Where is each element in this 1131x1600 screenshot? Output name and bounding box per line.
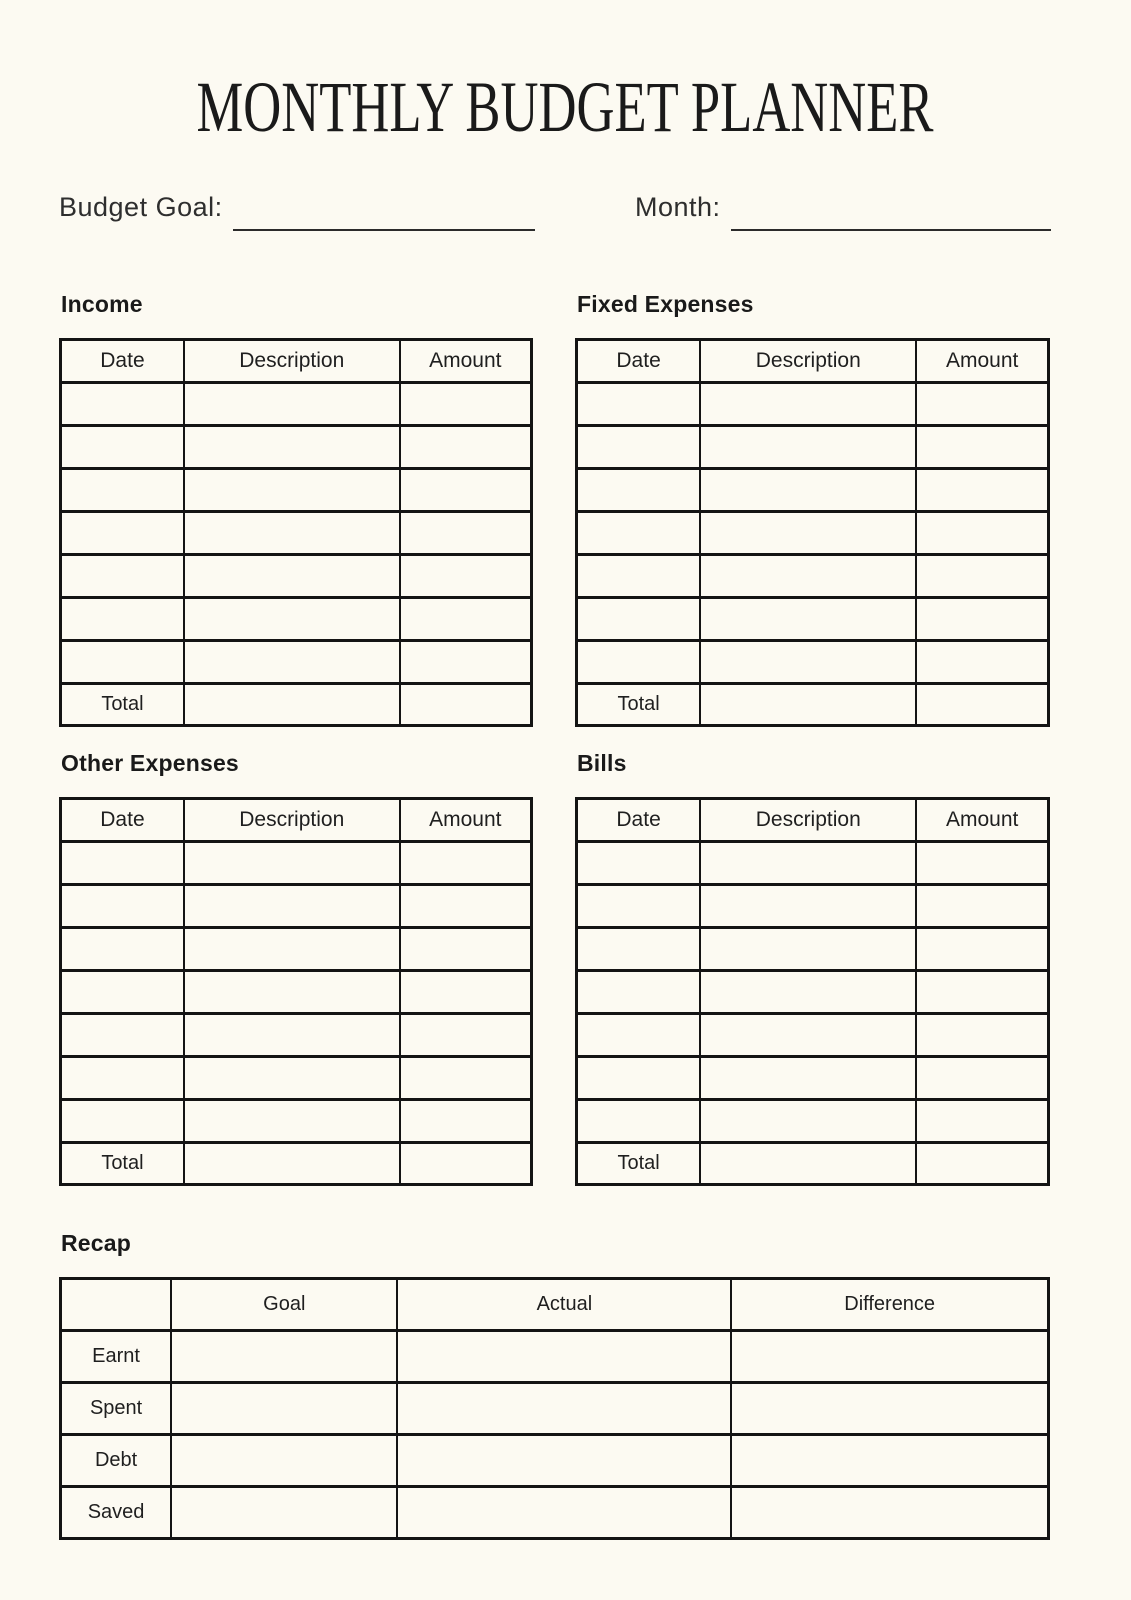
fixed-expenses-header-date: Date — [577, 340, 701, 383]
income-row-2 — [61, 426, 532, 469]
fixed-expenses-cell[interactable] — [577, 512, 701, 555]
income-heading: Income — [61, 291, 143, 317]
recap-row-1 — [61, 1331, 1049, 1383]
income-cell[interactable] — [400, 469, 532, 512]
other-expenses-cell[interactable] — [184, 1014, 400, 1057]
bills-row-2 — [577, 885, 1049, 928]
recap-heading: Recap — [61, 1230, 132, 1256]
month-label: Month: — [635, 192, 721, 222]
fixed-expenses-cell[interactable] — [700, 555, 916, 598]
income-row-7 — [61, 641, 532, 684]
other-expenses-row-4 — [61, 971, 532, 1014]
other-expenses-cell[interactable] — [184, 928, 400, 971]
recap-cell[interactable] — [171, 1331, 397, 1383]
month-field — [635, 185, 1051, 223]
fixed-expenses-row-1 — [577, 383, 1049, 426]
income-cell[interactable] — [400, 512, 532, 555]
other-expenses-cell[interactable] — [184, 885, 400, 928]
bills-header-amount: Amount — [916, 799, 1048, 842]
fixed-expenses-header-row — [577, 340, 1049, 383]
other-expenses-cell[interactable] — [400, 1100, 532, 1143]
income-total-cell[interactable] — [400, 684, 532, 726]
income-cell[interactable] — [61, 426, 184, 469]
other-expenses-cell[interactable] — [400, 1014, 532, 1057]
other-expenses-header-row — [61, 799, 532, 842]
recap-cell[interactable] — [171, 1435, 397, 1487]
bills-cell[interactable] — [577, 885, 701, 928]
other-expenses-row-7 — [61, 1100, 532, 1143]
recap-cell[interactable] — [397, 1435, 731, 1487]
bills-cell[interactable] — [700, 1057, 916, 1100]
recap-row-4 — [61, 1487, 1049, 1539]
income-header-row — [61, 340, 532, 383]
fixed-expenses-total-label: Total — [577, 684, 701, 726]
income-header-amount: Amount — [400, 340, 532, 383]
income-header-date: Date — [61, 340, 184, 383]
income-row-1 — [61, 383, 532, 426]
bills-cell[interactable] — [700, 885, 916, 928]
bills-cell[interactable] — [916, 1100, 1048, 1143]
income-header-description: Description — [184, 340, 400, 383]
bills-cell[interactable] — [700, 1100, 916, 1143]
bills-total-cell[interactable] — [916, 1143, 1048, 1185]
income-cell[interactable] — [61, 555, 184, 598]
other-expenses-cell[interactable] — [61, 971, 184, 1014]
income-cell[interactable] — [184, 426, 400, 469]
fixed-expenses-cell[interactable] — [916, 512, 1048, 555]
fixed-expenses-row-6 — [577, 598, 1049, 641]
other-expenses-row-5 — [61, 1014, 532, 1057]
recap-cell[interactable] — [731, 1487, 1048, 1539]
income-cell[interactable] — [61, 512, 184, 555]
recap-cell[interactable] — [731, 1435, 1048, 1487]
other-expenses-cell[interactable] — [61, 928, 184, 971]
other-expenses-row-3 — [61, 928, 532, 971]
other-expenses-row-2 — [61, 885, 532, 928]
income-total-row — [61, 684, 532, 726]
other-expenses-header-date: Date — [61, 799, 184, 842]
other-expenses-row-1 — [61, 842, 532, 885]
fixed-expenses-header-description: Description — [700, 340, 916, 383]
recap-row-label-debt: Debt — [61, 1435, 172, 1487]
other-expenses-header-description: Description — [184, 799, 400, 842]
recap-row-label-earnt: Earnt — [61, 1331, 172, 1383]
income-cell[interactable] — [400, 555, 532, 598]
bills-cell[interactable] — [916, 928, 1048, 971]
recap-cell[interactable] — [397, 1383, 731, 1435]
other-expenses-total-label: Total — [61, 1143, 184, 1185]
other-expenses-header-amount: Amount — [400, 799, 532, 842]
fixed-expenses-row-3 — [577, 469, 1049, 512]
fixed-expenses-cell[interactable] — [577, 598, 701, 641]
bills-row-1 — [577, 842, 1049, 885]
bills-cell[interactable] — [700, 928, 916, 971]
fixed-expenses-cell[interactable] — [700, 512, 916, 555]
income-cell[interactable] — [400, 383, 532, 426]
bills-table — [575, 797, 1050, 1186]
fixed-expenses-cell[interactable] — [577, 469, 701, 512]
other-expenses-cell[interactable] — [184, 1057, 400, 1100]
fixed-expenses-cell[interactable] — [700, 641, 916, 684]
income-row-3 — [61, 469, 532, 512]
income-cell[interactable] — [184, 555, 400, 598]
bills-cell[interactable] — [577, 971, 701, 1014]
bills-heading: Bills — [577, 750, 627, 776]
other-expenses-total-cell[interactable] — [184, 1143, 400, 1185]
fixed-expenses-row-4 — [577, 512, 1049, 555]
income-cell[interactable] — [184, 512, 400, 555]
fixed-expenses-cell[interactable] — [577, 383, 701, 426]
header-fields — [0, 185, 1131, 223]
fixed-expenses-row-5 — [577, 555, 1049, 598]
fixed-expenses-table — [575, 338, 1050, 727]
bills-cell[interactable] — [577, 1014, 701, 1057]
recap-table — [59, 1277, 1050, 1540]
other-expenses-cell[interactable] — [61, 885, 184, 928]
income-total-label: Total — [61, 684, 184, 726]
recap-cell[interactable] — [397, 1487, 731, 1539]
recap-cell[interactable] — [171, 1487, 397, 1539]
income-row-5 — [61, 555, 532, 598]
bills-header-row — [577, 799, 1049, 842]
other-expenses-table — [59, 797, 533, 1186]
bills-cell[interactable] — [700, 842, 916, 885]
other-expenses-cell[interactable] — [61, 1057, 184, 1100]
page-title-text: MONTHLY BUDGET PLANNER — [196, 67, 934, 140]
other-expenses-total-row — [61, 1143, 532, 1185]
other-expenses-cell[interactable] — [400, 842, 532, 885]
recap-header-blank — [61, 1279, 172, 1331]
other-expenses-cell[interactable] — [184, 1100, 400, 1143]
bills-cell[interactable] — [700, 971, 916, 1014]
income-cell[interactable] — [61, 598, 184, 641]
income-total-cell[interactable] — [184, 684, 400, 726]
bills-row-5 — [577, 1014, 1049, 1057]
recap-cell[interactable] — [171, 1383, 397, 1435]
budget-goal-field — [59, 185, 535, 223]
other-expenses-cell[interactable] — [400, 971, 532, 1014]
recap-header-goal: Goal — [171, 1279, 397, 1331]
fixed-expenses-cell[interactable] — [916, 598, 1048, 641]
income-cell[interactable] — [184, 469, 400, 512]
recap-cell[interactable] — [397, 1331, 731, 1383]
fixed-expenses-row-2 — [577, 426, 1049, 469]
bills-total-label: Total — [577, 1143, 701, 1185]
fixed-expenses-cell[interactable] — [577, 426, 701, 469]
other-expenses-cell[interactable] — [184, 842, 400, 885]
bills-row-6 — [577, 1057, 1049, 1100]
fixed-expenses-cell[interactable] — [700, 469, 916, 512]
bills-cell[interactable] — [916, 1014, 1048, 1057]
fixed-expenses-header-amount: Amount — [916, 340, 1048, 383]
income-table — [59, 338, 533, 727]
bills-cell[interactable] — [916, 885, 1048, 928]
fixed-expenses-section — [575, 291, 1050, 727]
other-expenses-heading: Other Expenses — [61, 750, 239, 776]
page-title — [0, 0, 1131, 140]
recap-cell[interactable] — [731, 1331, 1048, 1383]
fixed-expenses-cell[interactable] — [577, 641, 701, 684]
fixed-expenses-heading: Fixed Expenses — [577, 291, 754, 317]
other-expenses-cell[interactable] — [61, 842, 184, 885]
income-row-4 — [61, 512, 532, 555]
recap-cell[interactable] — [731, 1383, 1048, 1435]
other-expenses-section — [59, 750, 533, 1186]
bills-row-4 — [577, 971, 1049, 1014]
income-cell[interactable] — [61, 383, 184, 426]
bills-total-cell[interactable] — [700, 1143, 916, 1185]
fixed-expenses-cell[interactable] — [916, 469, 1048, 512]
other-expenses-cell[interactable] — [184, 971, 400, 1014]
recap-row-2 — [61, 1383, 1049, 1435]
bills-row-7 — [577, 1100, 1049, 1143]
recap-row-label-saved: Saved — [61, 1487, 172, 1539]
bills-header-description: Description — [700, 799, 916, 842]
other-expenses-cell[interactable] — [61, 1014, 184, 1057]
bills-cell[interactable] — [916, 1057, 1048, 1100]
fixed-expenses-row-7 — [577, 641, 1049, 684]
income-cell[interactable] — [61, 641, 184, 684]
ledger-sections — [0, 291, 1131, 1186]
recap-row-3 — [61, 1435, 1049, 1487]
other-expenses-total-cell[interactable] — [400, 1143, 532, 1185]
other-expenses-cell[interactable] — [400, 928, 532, 971]
bills-cell[interactable] — [577, 1057, 701, 1100]
bills-cell[interactable] — [577, 1100, 701, 1143]
bills-header-date: Date — [577, 799, 701, 842]
income-row-6 — [61, 598, 532, 641]
recap-header-row — [61, 1279, 1049, 1331]
month-input[interactable] — [731, 193, 1051, 231]
bills-cell[interactable] — [577, 928, 701, 971]
fixed-expenses-cell[interactable] — [700, 426, 916, 469]
recap-header-actual: Actual — [397, 1279, 731, 1331]
fixed-expenses-cell[interactable] — [577, 555, 701, 598]
fixed-expenses-cell[interactable] — [700, 598, 916, 641]
fixed-expenses-total-cell[interactable] — [916, 684, 1048, 726]
fixed-expenses-cell[interactable] — [916, 641, 1048, 684]
other-expenses-row-6 — [61, 1057, 532, 1100]
other-expenses-cell[interactable] — [400, 1057, 532, 1100]
income-cell[interactable] — [184, 598, 400, 641]
bills-cell[interactable] — [577, 842, 701, 885]
bills-cell[interactable] — [916, 842, 1048, 885]
income-cell[interactable] — [61, 469, 184, 512]
income-cell[interactable] — [184, 641, 400, 684]
other-expenses-cell[interactable] — [61, 1100, 184, 1143]
bills-section — [575, 750, 1050, 1186]
budget-goal-input[interactable] — [233, 193, 535, 231]
other-expenses-cell[interactable] — [400, 885, 532, 928]
fixed-expenses-cell[interactable] — [916, 426, 1048, 469]
bills-cell[interactable] — [916, 971, 1048, 1014]
income-section — [59, 291, 533, 727]
fixed-expenses-cell[interactable] — [700, 383, 916, 426]
income-cell[interactable] — [400, 426, 532, 469]
income-cell[interactable] — [184, 383, 400, 426]
fixed-expenses-total-cell[interactable] — [700, 684, 916, 726]
recap-header-difference: Difference — [731, 1279, 1048, 1331]
fixed-expenses-cell[interactable] — [916, 555, 1048, 598]
recap-row-label-spent: Spent — [61, 1383, 172, 1435]
recap-section — [59, 1230, 1050, 1540]
fixed-expenses-cell[interactable] — [916, 383, 1048, 426]
bills-cell[interactable] — [700, 1014, 916, 1057]
income-cell[interactable] — [400, 641, 532, 684]
fixed-expenses-total-row — [577, 684, 1049, 726]
bills-total-row — [577, 1143, 1049, 1185]
budget-goal-label: Budget Goal: — [59, 192, 223, 222]
bills-row-3 — [577, 928, 1049, 971]
income-cell[interactable] — [400, 598, 532, 641]
